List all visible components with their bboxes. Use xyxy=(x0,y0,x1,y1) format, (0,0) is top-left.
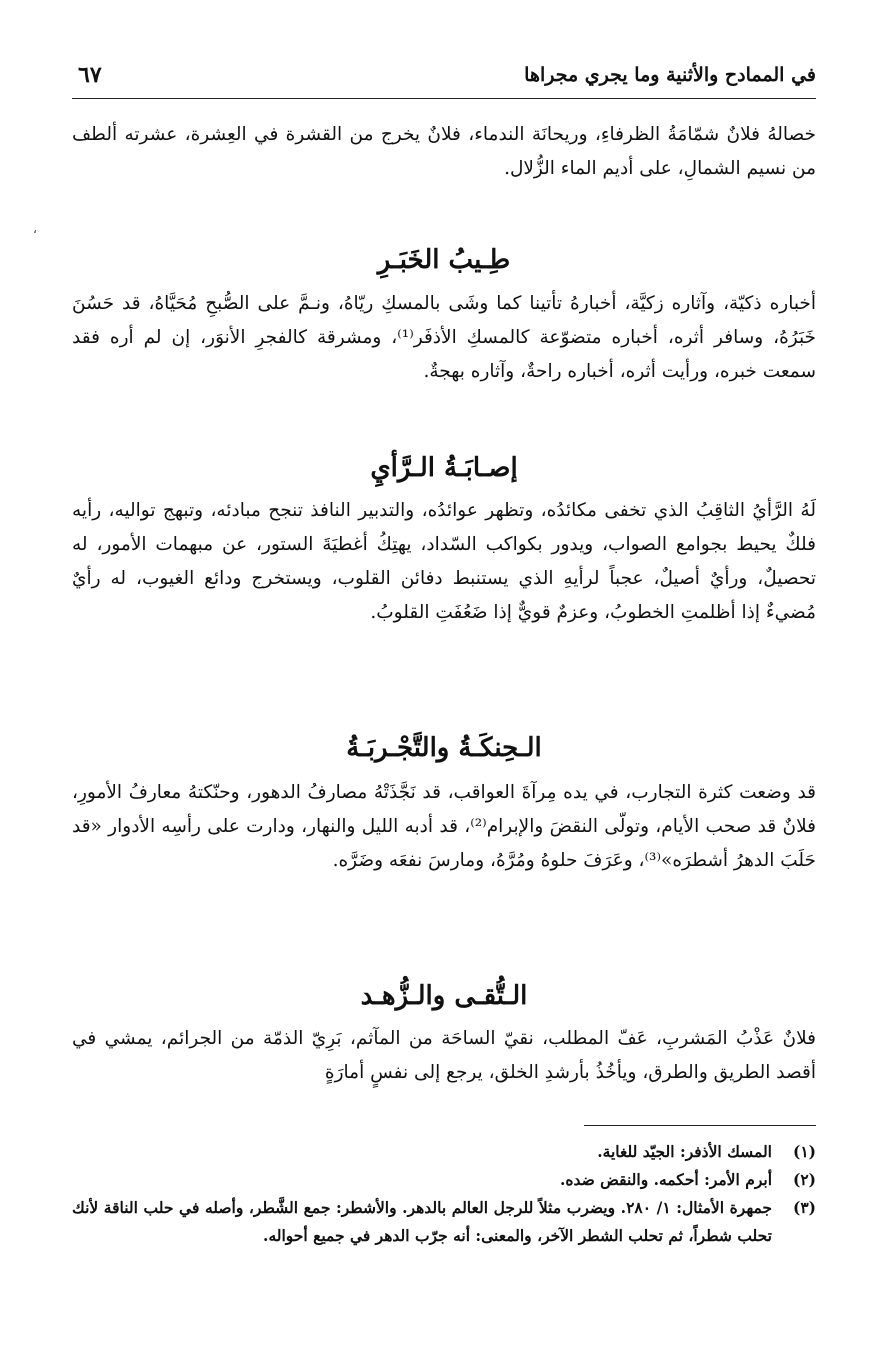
running-title: في الممادح والأثنية وما يجري مجراها xyxy=(524,64,816,86)
footnote-mark: (١) xyxy=(792,1142,816,1161)
section-heading: طِـيبُ الخَبَـرِ xyxy=(377,245,511,275)
margin-mark: ، xyxy=(33,222,37,236)
footnote xyxy=(72,1166,816,1194)
footnotes xyxy=(72,1138,816,1250)
footnote-text: جمهرة الأمثال: ١/ ٢٨٠. ويضرب مثلاً للرجل العالم بالدهر. والأشطر: جمع الشَّطر، وأصله في حلب الناقة لأنك تحلب شطراً، ثم تحلب الشطر الآخر، والمعنى: أنه جرّب الدهر في جميع أحواله. xyxy=(72,1198,773,1245)
page-number: ٦٧ xyxy=(78,62,102,88)
paragraph-text: أخباره ذكيّة، وآثاره زكيَّة، أخبارهُ تأتينا كما وشَى بالمسكِ ريّاهُ، ونـمَّ على الصُّبحِ مُحَيَّاهُ، قد حَسُنَ خَبَرُهُ، وسافر أثره، أخباره متضوّعة كالمسكِ الأذفَر⁽¹⁾، ومشرقة كالفجرِ الأنوَر، إن لم أره فقد سمعت خبره، ورأيت أثره، أخباره راحةٌ، وآثاره بهجةٌ. xyxy=(72,293,816,382)
footnote xyxy=(72,1138,816,1166)
paragraph-text: لَهُ الرَّأيُ الثاقِبُ الذي تخفى مكائدُه، وتظهر عوائدُه، والتدبير النافذ تنجح مبادئه، وتبهج تواليه، رأيه فلكٌ يحيط بجوامع الصواب، ويدور بكواكب السّداد، يهتِكُ أغطيَةَ الستور، عن مبهمات الأمور، له تحصيلٌ، ورأيٌ أصيلٌ، عجباً لرأيهِ الذي يستنبط دفائن القلوب، ويستخرج ودائع الغيوب، له رأيٌ مُضيءٌ إذا أظلمتِ الخطوبُ، وعزمٌ قويٌّ إذا ضَعُفَتِ القلوبُ. xyxy=(72,500,816,623)
paragraph-text: فلانٌ عَذْبُ المَشربِ، عَفّ المطلب، نقيّ الساحَة من المآثم، بَرِيّ الذمّة من الجرائم، يمشي في أقصد الطريق والطرق، ويأخُذُ بأرشدِ الخلق، يرجع إلى نفسٍ أمارَةٍ xyxy=(72,1028,816,1083)
footnote-separator xyxy=(584,1125,816,1126)
section-paragraph xyxy=(72,287,816,389)
page-header xyxy=(72,60,816,99)
footnote-text: المسك الأذفر: الجيّد للغاية. xyxy=(597,1142,772,1161)
footnote-mark: (٢) xyxy=(792,1170,816,1189)
paragraph-text: قد وضعت كثرة التجارب، في يده مِرآةَ العواقب، قد نَجَّذَتْهُ مصارفُ الدهور، وحنّكتهُ معارفُ الأمورِ، فلانٌ قد صحب الأيام، وتولّى النقضَ والإبرام⁽²⁾، قد أدبه الليل والنهار، ودارت على رأسِه الأدوار «قد حَلَبَ الدهرُ أشطرَه»⁽³⁾، وعَرَفَ حلوهُ ومُرَّهُ، ومارسَ نفعَه وضَرَّه. xyxy=(72,782,816,871)
section-paragraph xyxy=(72,776,816,878)
section-paragraph xyxy=(72,1022,816,1090)
footnote-text: أبرم الأمر: أحكمه. والنقض ضده. xyxy=(559,1170,772,1189)
intro-paragraph xyxy=(72,118,816,186)
section-heading: إصـابَـةُ الـرَّأيِ xyxy=(370,453,518,483)
section-heading: الـتُّقـى والـزُّهـد xyxy=(360,981,528,1011)
section-paragraph xyxy=(72,494,816,630)
footnote xyxy=(72,1194,816,1250)
paragraph-text: خصالهُ فلانٌ شمّامَةُ الظرفاءِ، وريحانَة الندماء، فلانٌ يخرج من القشرة في العِشرة، عشرته ألطف من نسيم الشمالِ، على أديم الماء الزُّلال. xyxy=(72,124,816,179)
section-heading: الـحِنكَـةُ والتَّجْـربَـةُ xyxy=(346,733,542,763)
footnote-mark: (٣) xyxy=(792,1198,816,1217)
